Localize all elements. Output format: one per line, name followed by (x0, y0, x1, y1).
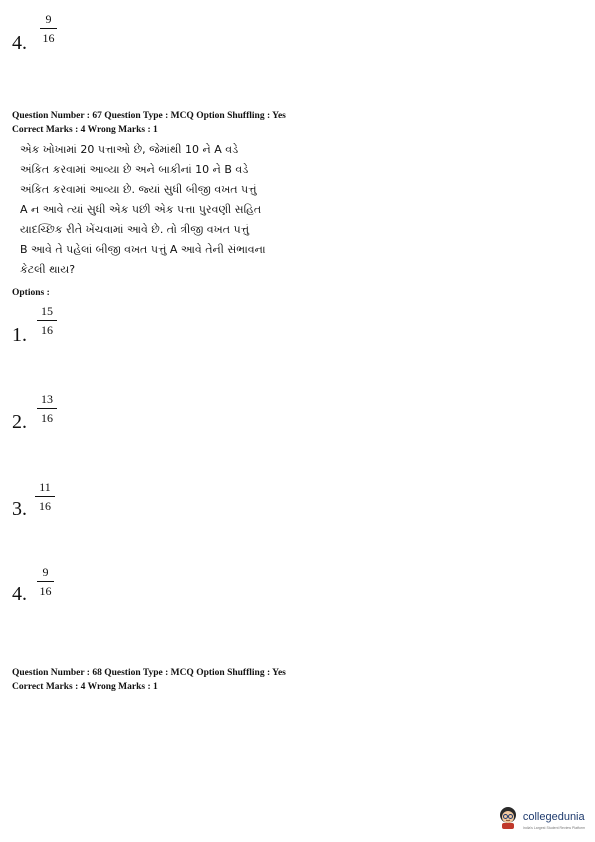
collegedunia-logo (497, 806, 585, 830)
question-line: કેટલી થાય? (20, 263, 76, 276)
marks-meta-line: Correct Marks : 4 Wrong Marks : 1 (12, 682, 158, 692)
fraction (37, 566, 54, 597)
question-line: એક ખોખામાં 20 પત્તાઓ છે, જેમાંથી 10 ને A વડે (20, 143, 239, 156)
option-number: 4. (12, 32, 27, 54)
question-meta-line: Question Number : 67 Question Type : MCQ Option Shuffling : Yes (12, 111, 286, 121)
question-line: યાદચ્છિક રીતે ખેંચવામાં આવે છે. તો ત્રીજી વખત પત્તું (20, 223, 250, 236)
question-line: અંકિત કરવામાં આવ્યા છે અને બાકીનાં 10 ને B વડે (20, 163, 249, 176)
numerator: 15 (41, 304, 53, 318)
fraction (37, 305, 57, 336)
question-68-header (12, 666, 286, 694)
logo-text: collegedunia (522, 810, 585, 823)
numerator: 13 (41, 392, 53, 406)
denominator: 16 (39, 584, 52, 598)
question-meta-line: Question Number : 68 Question Type : MCQ Option Shuffling : Yes (12, 668, 286, 678)
question-line: B આવે તે પહેલાં બીજી વખત પત્તું A આવે તેની સંભાવના (20, 243, 266, 256)
option-number: 2. (12, 411, 27, 433)
numerator: 9 (45, 12, 52, 26)
fraction (40, 13, 57, 44)
denominator: 16 (39, 499, 51, 513)
denominator: 16 (42, 31, 55, 45)
numerator: 9 (42, 565, 49, 579)
denominator: 16 (41, 411, 53, 425)
fraction (35, 481, 55, 512)
logo-subtext: India's Largest Student Review Platform (522, 825, 585, 830)
question-67-header (12, 109, 286, 137)
question-line: અંકિત કરવામાં આવ્યા છે. જ્યાં સુધી બીજી વખત પત્તું (20, 183, 257, 196)
mascot-icon (497, 806, 519, 830)
option-number: 3. (12, 498, 27, 520)
question-line: A ન આવે ત્યાં સુધી એક પછી એક પત્તા પુરવણી સહિત (20, 203, 262, 216)
options-label: Options : (12, 288, 50, 298)
denominator: 16 (41, 323, 53, 337)
numerator: 11 (39, 480, 51, 494)
marks-meta-line: Correct Marks : 4 Wrong Marks : 1 (12, 125, 158, 135)
option-number: 1. (12, 324, 27, 346)
fraction (37, 393, 57, 424)
option-number: 4. (12, 583, 27, 605)
